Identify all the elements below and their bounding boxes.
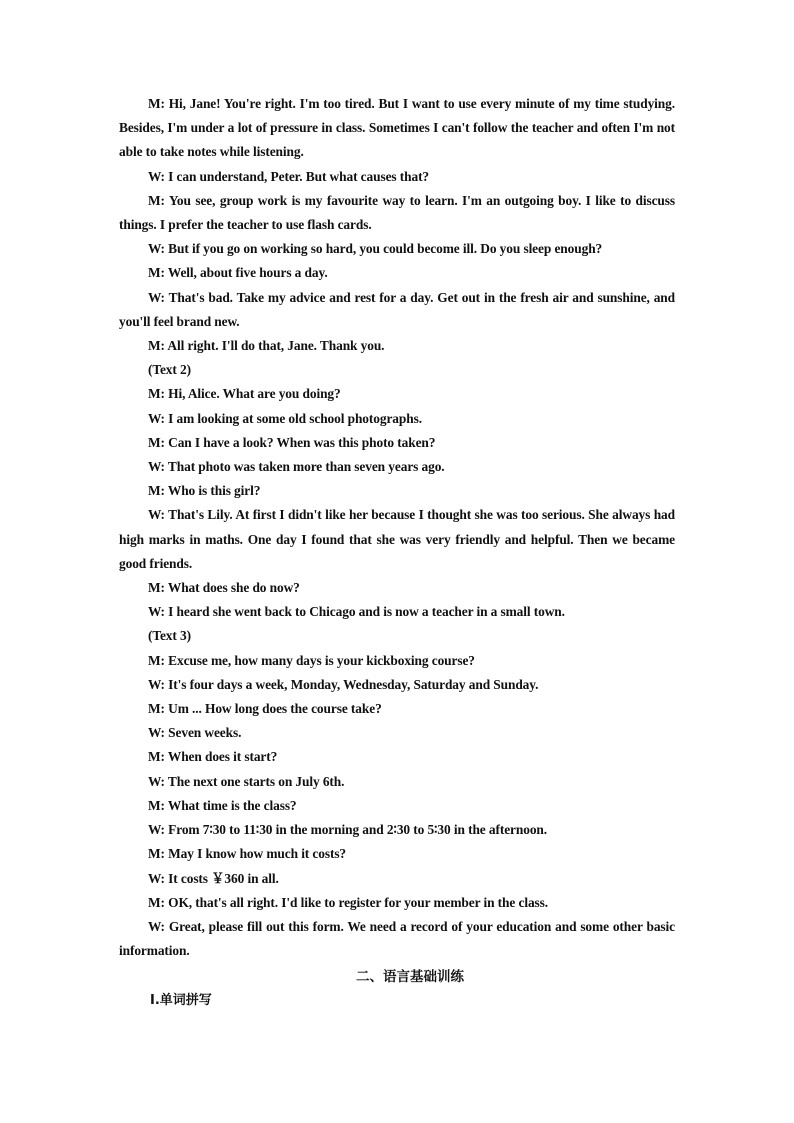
- dialogue-line: W: That photo was taken more than seven years ago.: [148, 459, 445, 475]
- dialogue-line: W: But if you go on working so hard, you could become ill. Do you sleep enough?: [148, 241, 603, 257]
- dialogue-line: M: Well, about five hours a day.: [148, 265, 328, 281]
- dialogue-line: W: I heard she went back to Chicago and is now a teacher in a small town.: [148, 604, 565, 620]
- dialogue-line: M: Hi, Jane! You're right. I'm too tired. But I want to use every minute of my time studying. Besides, I'm under a lot of pressure in class. Sometimes I can't follow the teacher and often I'm not able to take notes while listening.: [119, 96, 675, 160]
- dialogue-line: M: What time is the class?: [148, 797, 297, 813]
- section-title: 二、语言基础训练: [356, 969, 464, 986]
- dialogue-line: M: All right. I'll do that, Jane. Thank you.: [148, 338, 385, 354]
- dialogue-line: M: Can I have a look? When was this photo taken?: [148, 434, 436, 450]
- document-page: [119, 92, 675, 1013]
- dialogue-line: M: May I know how much it costs?: [148, 846, 347, 862]
- dialogue-line: W: I am looking at some old school photographs.: [148, 410, 422, 426]
- dialogue-line: M: You see, group work is my favourite way to learn. I'm an outgoing boy. I like to discuss things. I prefer the teacher to use flash cards.: [119, 192, 675, 233]
- dialogue-line: W: That's Lily. At first I didn't like her because I thought she was too serious. She always had high marks in maths. One day I found that she was very friendly and helpful. Then we became good friends.: [119, 507, 675, 571]
- dialogue-line: W: Seven weeks.: [148, 725, 242, 741]
- dialogue-line: W: I can understand, Peter. But what causes that?: [148, 168, 430, 184]
- dialogue-line: M: Excuse me, how many days is your kickboxing course?: [148, 652, 475, 668]
- dialogue-line: W: It's four days a week, Monday, Wednesday, Saturday and Sunday.: [148, 676, 539, 692]
- dialogue-transcript: [119, 92, 675, 963]
- dialogue-line: M: OK, that's all right. I'd like to register for your member in the class.: [148, 894, 549, 910]
- text-label: (Text 3): [148, 628, 191, 644]
- dialogue-line: M: What does she do now?: [148, 580, 300, 596]
- dialogue-line: M: Um ... How long does the course take?: [148, 701, 382, 717]
- dialogue-line: M: Hi, Alice. What are you doing?: [148, 386, 341, 402]
- dialogue-line: W: From 7∶30 to 11∶30 in the morning and 2∶30 to 5∶30 in the afternoon.: [148, 822, 548, 838]
- dialogue-line: W: That's bad. Take my advice and rest for a day. Get out in the fresh air and sunshine, and you'll feel brand new.: [119, 289, 675, 329]
- subheading: Ⅰ.单词拼写: [150, 993, 212, 1009]
- dialogue-line: W: Great, please fill out this form. We need a record of your education and some other basic information.: [119, 918, 675, 959]
- dialogue-line: W: The next one starts on July 6th.: [148, 773, 345, 789]
- text-label: (Text 2): [148, 362, 191, 378]
- dialogue-line: M: Who is this girl?: [148, 483, 261, 499]
- dialogue-line: M: When does it start?: [148, 749, 278, 765]
- dialogue-line: W: It costs ￥360 in all.: [148, 870, 279, 886]
